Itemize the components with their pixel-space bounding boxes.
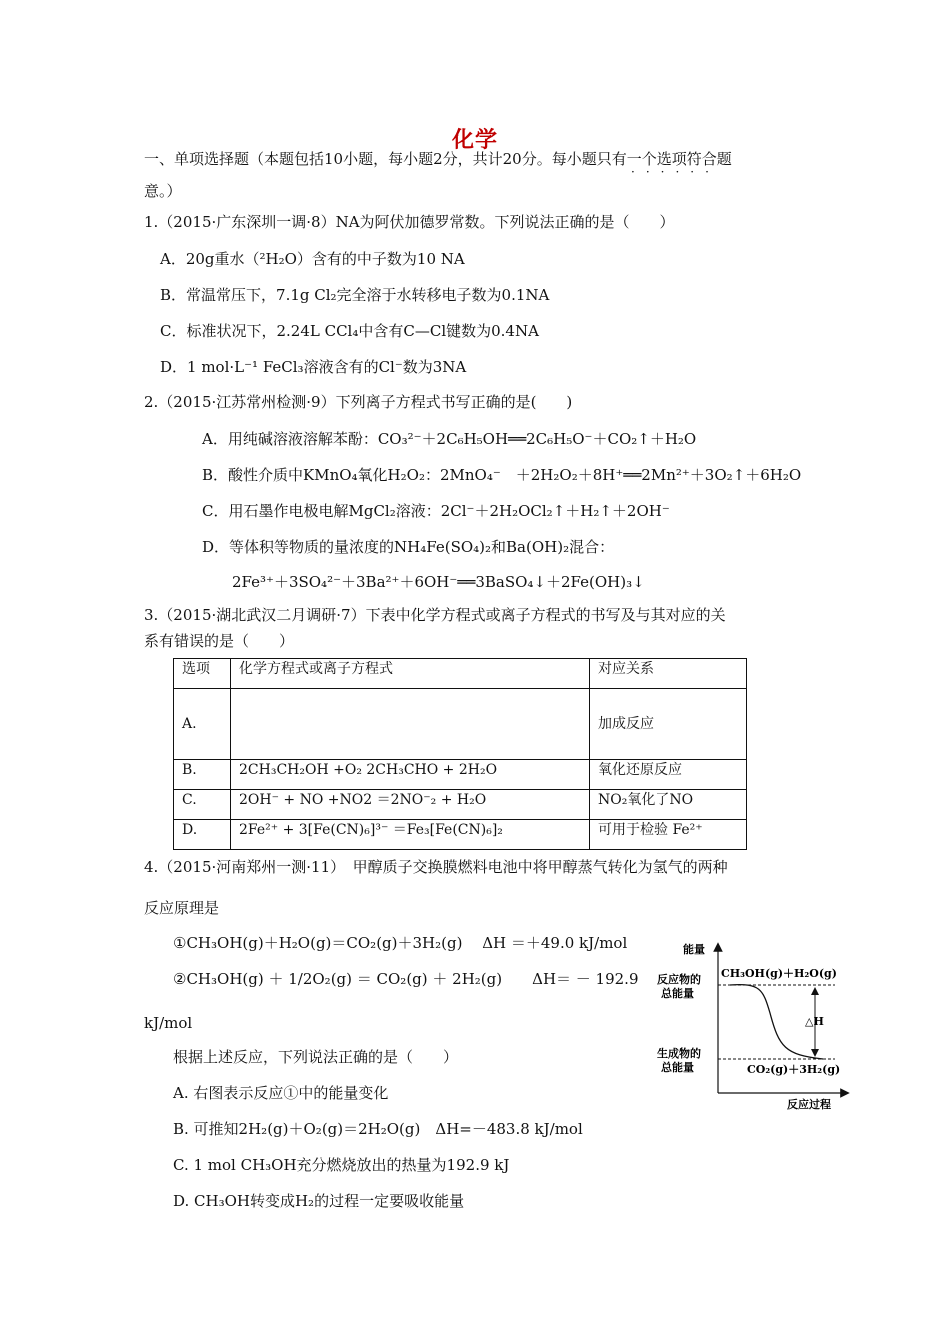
- q2-option-b: B．酸性介质中KMnO₄氧化H₂O₂：2MnO₄⁻ ＋2H₂O₂＋8H⁺══2Mn²⁺＋3O₂↑＋6H₂O: [202, 466, 802, 484]
- q3-stem-line2: 系有错误的是（ ）: [144, 632, 295, 650]
- products-formula: CO₂(g)＋3H₂(g): [747, 1063, 841, 1076]
- x-axis-label: 反应过程: [787, 1098, 831, 1110]
- table-cell: 2OH⁻ + NO +NO2 ＝2NO⁻₂ + H₂O: [231, 790, 590, 820]
- q1-option-b: B．常温常压下，7.1g Cl₂完全溶于水转移电子数为0.1NA: [160, 286, 550, 304]
- table-cell: 可用于检验 Fe²⁺: [590, 820, 747, 850]
- q2-stem: 2.（2015·江苏常州检测·9）下列离子方程式书写正确的是( ): [144, 393, 573, 411]
- q4-stem-line2: 反应原理是: [144, 899, 220, 917]
- reactants-formula: CH₃OH(g)＋H₂O(g): [721, 967, 837, 980]
- q2-option-a: A．用纯碱溶液溶解苯酚：CO₃²⁻＋2C₆H₅OH══2C₆H₅O⁻＋CO₂↑＋H₂O: [202, 430, 697, 448]
- table-cell: [231, 689, 590, 760]
- table-cell: D.: [174, 820, 231, 850]
- table-header-cell: 对应关系: [590, 659, 747, 689]
- product-energy-label: 生成物的: [657, 1047, 701, 1060]
- table-header-row: [174, 659, 747, 689]
- table-header-cell: 选项: [174, 659, 231, 689]
- energy-diagram: [655, 935, 855, 1110]
- section-intro-line2: 意。）: [144, 182, 182, 200]
- table-row: [174, 820, 747, 850]
- q3-stem-line1: 3.（2015·湖北武汉二月调研·7）下表中化学方程式或离子方程式的书写及与其对应的关: [144, 606, 726, 624]
- table-cell: A.: [174, 689, 231, 760]
- table-header-cell: 化学方程式或离子方程式: [231, 659, 590, 689]
- q2-option-d-equation: 2Fe³⁺＋3SO₄²⁻＋3Ba²⁺＋6OH⁻══3BaSO₄↓＋2Fe(OH)₃↓: [232, 573, 645, 591]
- q1-option-c: C．标准状况下，2.24L CCl₄中含有C—Cl键数为0.4NA: [160, 322, 539, 340]
- q4-option-d: D. CH₃OH转变成H₂的过程一定要吸收能量: [173, 1192, 465, 1210]
- q4-option-c: C. 1 mol CH₃OH充分燃烧放出的热量为192.9 kJ: [173, 1156, 510, 1174]
- table-cell: 加成反应: [590, 689, 747, 760]
- reactant-energy-label: 反应物的: [657, 973, 701, 986]
- table-cell: B.: [174, 760, 231, 790]
- table-row: [174, 760, 747, 790]
- q4-option-b: B. 可推知2H₂(g)＋O₂(g)＝2H₂O(g) ΔH=－483.8 kJ/mol: [173, 1120, 583, 1138]
- emphasis-dots: ······: [631, 165, 720, 179]
- q4-equation-2-unit: kJ/mol: [144, 1014, 193, 1032]
- product-energy-label-2: 总能量: [661, 1061, 694, 1074]
- table-row: [174, 689, 747, 760]
- y-axis-label: 能量: [683, 943, 705, 956]
- q2-option-d: D．等体积等物质的量浓度的NH₄Fe(SO₄)₂和Ba(OH)₂混合：: [202, 538, 615, 556]
- q2-option-c: C．用石墨作电极电解MgCl₂溶液：2Cl⁻＋2H₂OCl₂↑＋H₂↑＋2OH⁻: [202, 502, 670, 520]
- section-intro-line1: 一、单项选择题（本题包括10小题，每小题2分，共计20分。每小题只有一个选项符合题: [144, 150, 732, 168]
- q4-equation-1: ①CH₃OH(g)＋H₂O(g)＝CO₂(g)＋3H₂(g) ΔH ＝＋49.0 kJ/mol: [173, 934, 628, 952]
- table-cell: 2CH₃CH₂OH +O₂ 2CH₃CHO + 2H₂O: [231, 760, 590, 790]
- q1-stem: 1.（2015·广东深圳一调·8）NA为阿伏加德罗常数。下列说法正确的是（ ）: [144, 213, 675, 231]
- q4-stem-line1: 4.（2015·河南郑州一测·11） 甲醇质子交换膜燃料电池中将甲醇蒸气转化为氢气的两种: [144, 858, 728, 876]
- table-cell: 氧化还原反应: [590, 760, 747, 790]
- table-cell: 2Fe²⁺ + 3[Fe(CN)₆]³⁻ ＝Fe₃[Fe(CN)₆]₂: [231, 820, 590, 850]
- q4-option-a: A. 右图表示反应①中的能量变化: [173, 1084, 389, 1102]
- q1-option-a: A．20g重水（²H₂O）含有的中子数为10 NA: [160, 250, 465, 268]
- q4-prompt: 根据上述反应，下列说法正确的是（ ）: [173, 1048, 459, 1066]
- q3-table: [173, 658, 747, 850]
- q1-option-d: D．1 mol·L⁻¹ FeCl₃溶液含有的Cl⁻数为3NA: [160, 358, 467, 376]
- q4-equation-2: ②CH₃OH(g) ＋ 1/2O₂(g) ＝ CO₂(g) ＋ 2H₂(g) ΔH＝ － 192.9: [173, 970, 639, 988]
- reactant-energy-label-2: 总能量: [661, 987, 694, 1000]
- table-row: [174, 790, 747, 820]
- table-cell: C.: [174, 790, 231, 820]
- table-cell: NO₂氧化了NO: [590, 790, 747, 820]
- page-title: 化学: [451, 127, 498, 153]
- delta-h-label: △H: [805, 1015, 824, 1028]
